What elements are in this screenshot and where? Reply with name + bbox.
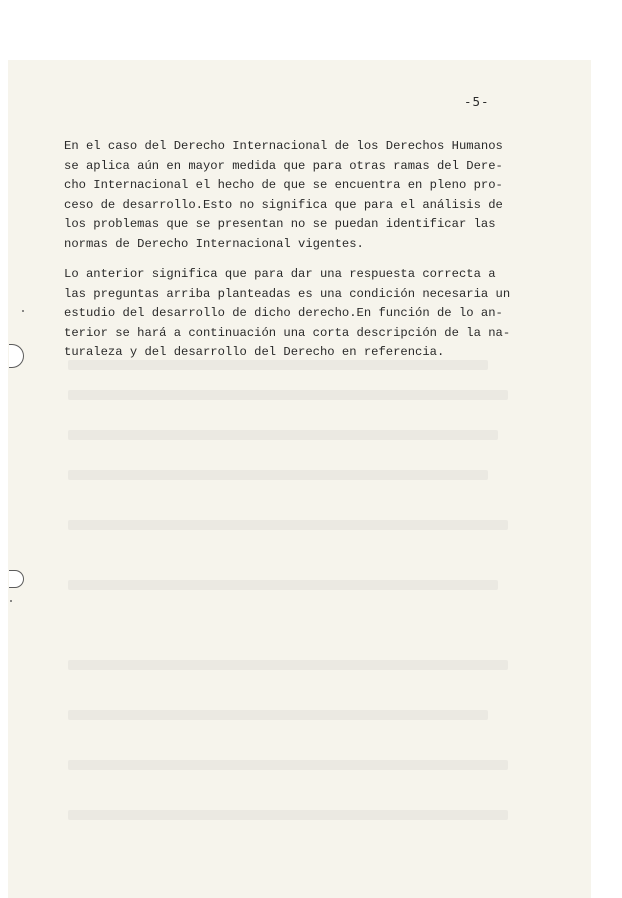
paragraph-2-line-5: turaleza y del desarrollo del Derecho en referencia.: [64, 345, 445, 360]
bleed-through-5: [68, 520, 508, 530]
paragraph-1: [64, 137, 534, 255]
paragraph-1-line-2: se aplica aún en mayor medida que para otras ramas del Dere-: [64, 158, 503, 173]
punch-hole-mark-2: [9, 570, 24, 588]
page-number: -5-: [464, 94, 490, 109]
bleed-through-8: [68, 710, 488, 720]
bleed-through-9: [68, 760, 508, 770]
bleed-through-6: [68, 580, 498, 590]
speck-1: [22, 310, 24, 312]
scanned-page: [8, 60, 591, 898]
paragraph-1-line-6: normas de Derecho Internacional vigentes.: [64, 236, 364, 251]
paragraph-1-line-5: los problemas que se presentan no se puedan identificar las: [64, 217, 496, 232]
paragraph-1-line-4: ceso de desarrollo.Esto no significa que para el análisis de: [64, 197, 503, 212]
punch-hole-mark: [9, 344, 24, 368]
paragraph-1-line-3: cho Internacional el hecho de que se encuentra en pleno pro-: [64, 178, 503, 193]
paragraph-2-line-4: terior se hará a continuación una corta descripción de la na-: [64, 325, 511, 340]
paragraph-2-line-2: las preguntas arriba planteadas es una condición necesaria un: [64, 286, 511, 301]
speck-2: [10, 600, 12, 602]
bleed-through-2: [68, 390, 508, 400]
bleed-through-7: [68, 660, 508, 670]
bleed-through-4: [68, 470, 488, 480]
paragraph-2-line-3: estudio del desarrollo de dicho derecho.En función de lo an-: [64, 306, 503, 321]
bleed-through-3: [68, 430, 498, 440]
paragraph-1-line-1: En el caso del Derecho Internacional de los Derechos Humanos: [64, 139, 503, 153]
bleed-through-10: [68, 810, 508, 820]
paragraph-2: [64, 265, 534, 363]
paragraph-2-line-1: Lo anterior significa que para dar una respuesta correcta a: [64, 267, 496, 281]
